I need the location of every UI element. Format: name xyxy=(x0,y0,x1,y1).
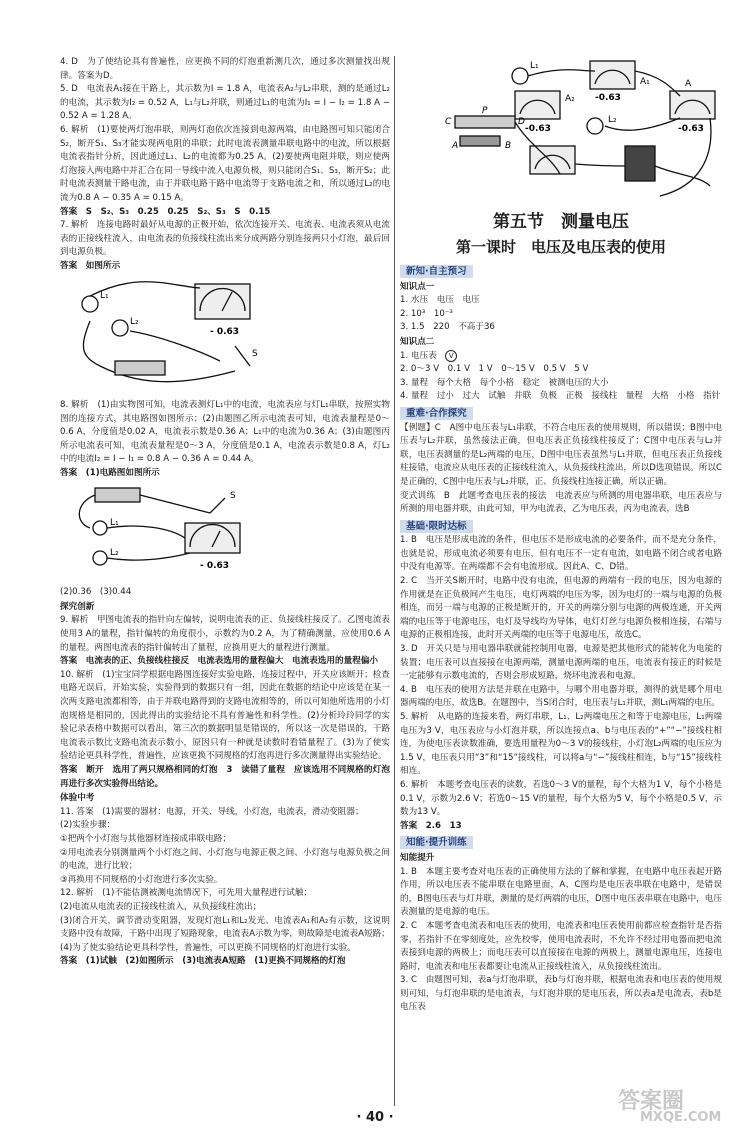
ammeter-terminals-a2: -0.63 xyxy=(525,124,551,134)
answer-paragraph: 5. D 电流表A₁接在干路上，其示数为I = 1.8 A，电流表A₂与L₂串联，测的是通过L₂的电流，其示数为I₂ = 0.52 A，L₁与L₂并联，则通过L₁的电流为I₁ = I − I₂ = 1.8 A − 0.52 A = 1.28 A。 xyxy=(60,84,390,122)
answer-paragraph: ③再换用不同规格的小灯泡进行多次实验。 xyxy=(60,874,223,885)
answer-paragraph: (2)实验步骤： xyxy=(60,820,116,831)
rheostat-label-d: D xyxy=(518,117,525,127)
answer-paragraph: (3)闭合开关，调节滑动变阻器，发现灯泡L₁和L₂发光、电流表A₁和A₂有示数，这说明支路中没有故障，干路中出现了短路现象，电流表A示数为零，则故障是电流表A短路； xyxy=(60,915,390,940)
section-heading-exam: 体验中考 xyxy=(60,793,95,804)
answer-paragraph: 2. C 本题考查电流表和电压表的使用，电流表和电压表使用前都应检查指针是否指零，若指针不在零刻度处，应先校零，使用电流表时，不允许不经过用电器而把电流表接到电源的两极上；而电压表可以直接接在电源的两极上，测量电源电压，连接电路时，电流表和电压表都要让电流从正接线柱流入，从负接线柱流出。 xyxy=(400,920,722,972)
answer-line: 答案 (1)电路图如图所示 xyxy=(60,468,160,479)
knowledge-point-heading: 知识点一 xyxy=(400,281,435,292)
ammeter-terminals: - 0.63 xyxy=(200,560,230,571)
band-heading-improve: 知能·提升训练 xyxy=(400,836,473,849)
ammeter-label-a1: A₁ xyxy=(640,77,650,87)
switch-label: S xyxy=(252,348,258,359)
answer-paragraph: 3. D 开关只是与用电器串联就能控制用电器，电源是把其他形式的能转化为电能的装置；电压表可以直接接在电源两端，测量电源两端的电压，电流表有接正的时候是一定能够有示数电流的，否则会形成短路，烧坏电流表和电源。 xyxy=(400,644,722,682)
answer-paragraph: 2. C 当开关S断开时，电路中没有电流，但电源的两端有一段的电压，因为电源的作用就是在正负极间产生电压，电灯两端的电压为零，因为电灯的一端与电源的负极相连，而另一端与电源的正极是断开的，开关的两端分别与电源的两极连通，开关两端的电压等于电源电压，电灯及导线均为导体，电灯灯丝与电源负极相连接，右端与电源的正极相连接，此时开关两端的电压等于电源电压，故选C。 xyxy=(400,576,722,641)
answer-line: 3. 1.5 220 不高于36 xyxy=(400,322,495,333)
circuit-diagram xyxy=(60,276,280,391)
answer-paragraph: 10. 解析 (1)宝宝同学根据电路图连接好实验电路，连接过程中，开关应该断开；检查电路无误后，开始实验，实验得到的数据只有一组，因此在数据的结论中应该是在某一次两支路电流都相等，由于并联电路得到的支路电流相等的，所以可知他所选用的小灯泡规格是相同的，因此得出的实验结论不具有普遍性和科学性。(2)分析玲玲同学的实验记录表格中数据可以看出，第三次的数据明显是错误的，所以这一次是错误的，干路电流表示数比支路电流表示数小，原因只有一种就是读数时看错量程了。(3)为了使实验结论更具科学性，普遍性，应该更换不同规格的灯泡再进行多次测量得出实验结论。 xyxy=(60,669,390,762)
section-title: 第五节 测量电压 xyxy=(493,212,629,232)
band-heading-basics: 基础·限时达标 xyxy=(400,520,473,533)
lamp-label-l1: L₁ xyxy=(100,290,109,301)
lamp-label-l2: L₂ xyxy=(608,115,617,125)
answer-line: 答案 S S₂、S₃ 0.25 0.25 S₂、S₃ S 0.15 xyxy=(60,206,271,217)
rheostat-label-p: P xyxy=(482,106,488,116)
answer-line: 答案 (1)试触 (2)如图所示 (3)电流表A短路 (1)更换不同规格的灯泡 xyxy=(60,956,346,967)
lesson-title: 第一课时 电压及电压表的使用 xyxy=(455,238,666,256)
answer-line: 1. 水压 电压 电压 xyxy=(400,295,480,306)
circuit-figure-q12 xyxy=(400,56,722,206)
answer-paragraph: 6. 解析 本题考查电压表的读数，若选0～3 V的量程，每个大格为1 V，每个小格是0.1 V，示数为2.6 V；若选0～15 V的量程，每个大格为5 V，每个小格是0.5 V，示数为13 V。 xyxy=(400,779,722,818)
answer-paragraph: 8. 解析 (1)由实物图可知，电流表测灯L₁中的电流，电流表应与灯L₁串联，按照实物图的连接方式，其电路图如图所示；(2)由题图乙所示电流表可知，电流表量程是0～0.6 A，分度值是0.02 A，电流表示数是0.36 A；L₁中的电流为0.36 A；(3)由题图丙所示电流表可知，电流表量程是0～3 A，分度值是0.1 A，电流表示数是0.8 A，灯L₂中的电流I₂ = I − I₁ = 0.8 A − 0.36 A = 0.44 A。 xyxy=(60,400,390,465)
answer-paragraph: 11. 答案 (1)需要的器材：电源，开关、导线，小灯泡，电流表，滑动变阻器； xyxy=(60,806,364,817)
rheostat-label-c: C xyxy=(445,117,452,127)
answer-line: 2. 10³ 10⁻³ xyxy=(400,308,453,319)
lamp-label-l1: L₁ xyxy=(530,61,539,71)
variant-paragraph: 变式训练 B 此题考查电压表的接法 电流表应与所测的用电器串联，电压表应与所测的用电器并联，由此可知，甲为电流表，乙为电压表，丙为电流表，选B xyxy=(400,490,722,515)
rheostat-label-b: B xyxy=(505,141,512,151)
ammeter-terminals-a: -0.63 xyxy=(678,124,704,134)
voltmeter-symbol-icon: V xyxy=(445,350,457,362)
answer-paragraph: 9. 解析 甲图电流表的指针向左偏转，说明电流表的正、负接线柱接反了。乙图电流表使用3 A的量程，指针偏转的角度很小，示数约为0.2 A，为了精确测量，应使用0.6 A的量程。两图电流表的指针偏转出了量程，应换用更大的量程进行测量。 xyxy=(60,615,390,653)
subsection-heading: 知能提升 xyxy=(400,852,435,863)
band-heading-new-knowledge: 新知·自主预习 xyxy=(400,265,473,278)
answer-paragraph: (4)为了使实验结论更具科学性，普遍性，可以更换不同规格的灯泡进行实验。 xyxy=(60,942,356,953)
band-heading-cooperation: 重难·合作探究 xyxy=(400,407,473,420)
example-paragraph: 【例题】C A图中电压表与L₁串联，不符合电压表的使用规则，所以错误；B图中电压表与L₂并联，虽然接法正确，但电压表正负接线柱接反了；C图中电压表与L₂并联，电压表测量的是L₂两端的电压，D图中电压表虽然与L₁并联，但电压表正负接线柱接错，电流应从电压表的正接线柱流入，从负接线柱流出，所以D选项错误。所以C是正确的，C图中电压表与L₂并联，正、负接线柱连接正确，所以正确。 xyxy=(400,422,722,487)
left-column xyxy=(60,56,390,969)
circuit-diagram xyxy=(400,56,722,206)
answer-line: (2)0.36 (3)0.44 xyxy=(60,587,132,598)
answer-line: 答案 2.6 13 xyxy=(400,820,462,831)
knowledge-point-heading: 知识点二 xyxy=(400,336,435,347)
lamp-label-l2: L₂ xyxy=(130,316,139,327)
answer-paragraph: 6. 解析 (1)要使两灯泡串联，则两灯泡依次连接到电源两端，由电路图可知只能闭合S₂，断开S₁、S₃才能实现两电阻的串联；此时电流表测量串联电路中的电流，所以根据电流表指针分析，因此通过L₁、L₂的电流都为0.25 A。(2)要使两电阻并联，则应使两灯泡接入两电路中并汇合在同一导线中流入电源负极，则只能闭合S₁、S₃，断开S₂；此时电流表测量干路电流，由于并联电路干路中电流等于支路电流之和，所以通过L₂的电流为0.8 A − 0.35 A = 0.15 A。 xyxy=(60,124,390,203)
answer-line: 答案 电流表的正、负接线柱接反 电流表选用的量程偏大 电流表选用的量程偏小 xyxy=(60,656,378,667)
answer-paragraph: ②用电流表分别测量两个小灯泡之间、小灯泡与电源正极之间、小灯泡与电源负极之间的电流，进行比较； xyxy=(60,847,390,872)
lamp-label-l1: L₁ xyxy=(110,517,119,528)
answer-line: 2. 0～3 V 0.1 V 1 V 0～15 V 0.5 V 5 V xyxy=(400,364,589,375)
answer-paragraph: 7. 解析 连接电路时最好从电源的正极开始，依次连接开关、电流表、电流表须从电流表的正接线柱流入，由电流表的负接线柱流出来分成两路分别连接两只小灯泡，最后回到电源负极。 xyxy=(60,220,390,258)
ammeter-terminals: - 0.63 xyxy=(210,326,240,337)
answer-paragraph: (2)电流从电流表的正接线柱流入，从负接线柱流出； xyxy=(60,901,262,912)
rheostat-label-a: A xyxy=(452,141,459,151)
circuit-figure-q7 xyxy=(60,276,390,397)
ammeter-terminals-a1: -0.63 xyxy=(595,93,621,103)
ammeter-label-a: A xyxy=(685,79,692,89)
switch-label: S xyxy=(230,490,236,501)
answer-paragraph: 3. C 由题图可知，表a与灯泡串联，表b与灯泡并联，根据电流表和电压表的使用规则可知，与灯泡串联的是电流表，与灯泡并联的是电压表，所以表a是电流表，表b是电压表 xyxy=(400,975,722,1013)
answer-line xyxy=(400,350,722,364)
column-divider xyxy=(394,56,395,1106)
circuit-figure-q8 xyxy=(60,483,390,584)
answer-paragraph: 12. 解析 (1)不能估测被测电流情况下，可先用大量程进行试触； xyxy=(60,888,313,899)
right-column xyxy=(400,210,722,1015)
answer-paragraph: 1. B 电压是形成电流的条件，但电压不是形成电流的必要条件，而不是充分条件，也就是说，形成电流必须要有电压，但有电压不一定有电流，如电路不闭合或者电路中没有电源等。在两端都不会有电流形成。因此A、C、D错。 xyxy=(400,535,722,573)
watermark-url: MXQE.COM xyxy=(640,1110,722,1125)
answer-paragraph: 5. 解析 从电路的连接来看，两灯串联，L₁、L₂两端电压之和等于电源电压，L₁两端电压为3 V，电压表应与小灯泡并联，所以连接点a、b与电压表的“+”“−”接线柱相连，为使电压表读数准确，要选用量程为0～3 V的接线柱，小灯泡L₂两端的电压应为1.5 V，电压表只用“3”和“15”接线柱，可以将a与“−”接线柱相连，b与“15”接线柱相连。 xyxy=(400,712,722,777)
answer-paragraph: ①把两个小灯泡与其他器材连接成串联电路； xyxy=(60,833,231,844)
section-heading-explore: 探究创新 xyxy=(60,601,95,612)
answer-paragraph: 1. B 本题主要考查对电压表的正确使用方法的了解和掌握，在电路中电压表起开路作用，所以电压表不能串联在电路里面，A、C图均是电压表串联在电路中，是错误的，B图电压表与灯并联，测量的是灯两端的电压，D图中电压表串联在电路中，电压表测量的是电源的电压。 xyxy=(400,866,722,918)
page-number: · 40 · xyxy=(356,1110,394,1125)
lamp-label-l2: L₂ xyxy=(110,547,119,558)
answer-paragraph: 4. D 为了使结论具有普遍性，应更换不同的灯泡重新测几次，通过多次测量找出规律。答案为D。 xyxy=(60,57,390,81)
circuit-diagram xyxy=(60,483,280,578)
answer-line: 3. 量程 每个大格 每个小格 稳定 被测电压的大小 xyxy=(400,377,609,388)
ammeter-label-a2: A₂ xyxy=(565,94,575,104)
answer-paragraph: 4. B 电压表的使用方法是并联在电路中，与哪个用电器并联，测得的就是哪个用电器两端的电压，故选B。在题图中，当S闭合时，电压表与L₁并联，测L₁两端的电压。 xyxy=(400,684,722,709)
watermark-logo: 答案圈 xyxy=(618,1089,685,1114)
answer-line: 答案 如图所示 xyxy=(60,260,121,271)
answer-line: 4. 量程 过小 过大 试触 并联 负极 正极 接线柱 量程 大格 小格 指针 xyxy=(400,391,721,402)
answer-line: 答案 断开 选用了两只规格相同的灯泡 3 读错了量程 应该选用不同规格的灯泡再进行多次实验得出结论。 xyxy=(60,764,390,789)
answer-text: 1. 电压表 xyxy=(400,350,437,361)
